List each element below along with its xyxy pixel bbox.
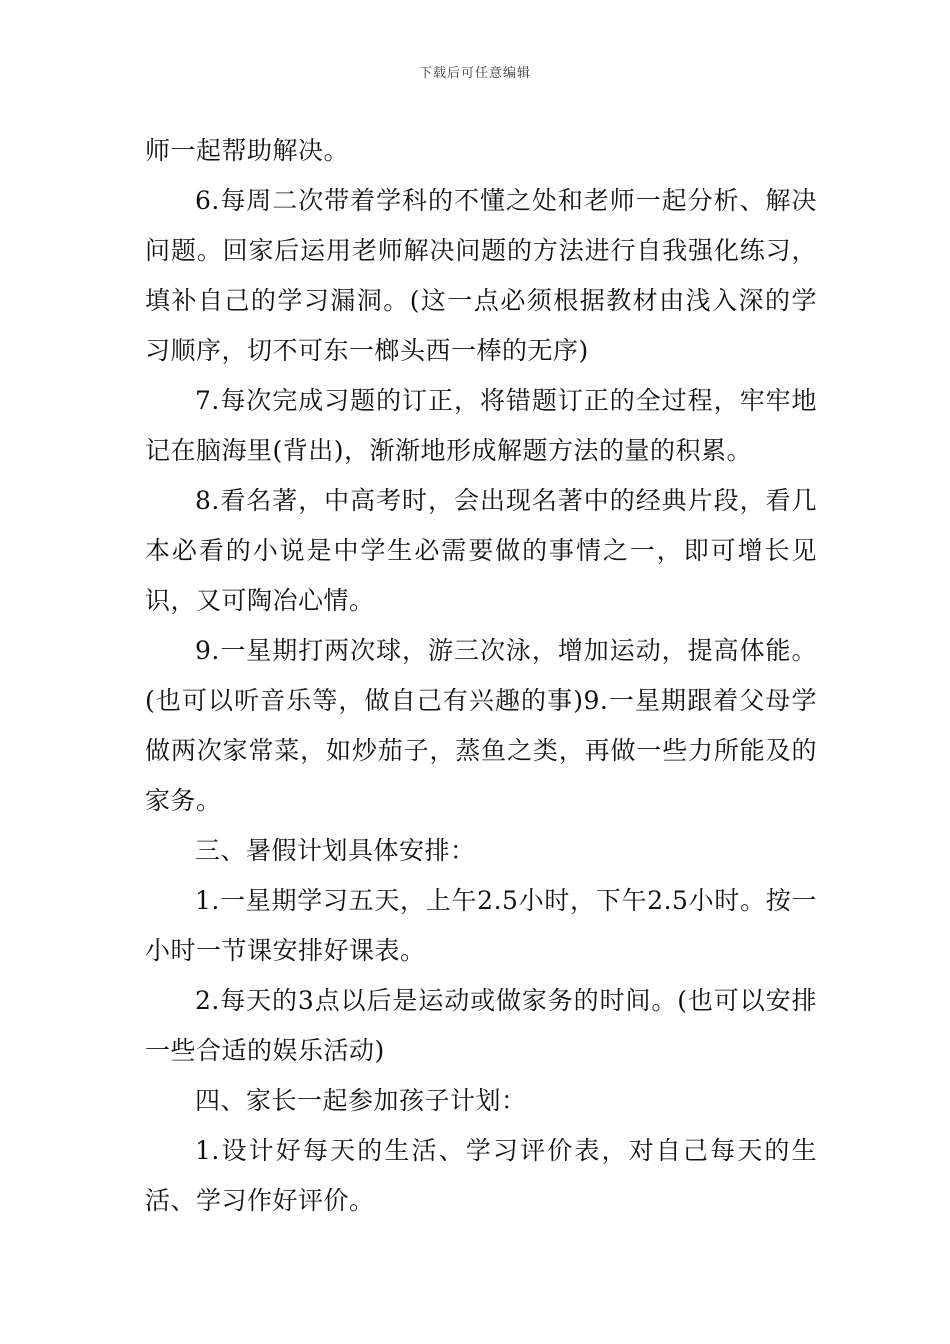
page-header: 下载后可任意编辑 — [418, 66, 531, 81]
paragraph-item-6: 6.每周二次带着学科的不懂之处和老师一起分析、解决问题。回家后运用老师解决问题的方法进行自我强化练习，填补自己的学习漏洞。(这一点必须根据教材由浅入深的学习顺序，切不可东一榔头西一棒的无序) — [145, 186, 817, 365]
paragraph-item-8: 8.看名著，中高考时，会出现名著中的经典片段，看几本必看的小说是中学生必需要做的事情之一，即可增长见识，又可陶冶心情。 — [145, 486, 817, 615]
paragraph-section3-item-2: 2.每天的3点以后是运动或做家务的时间。(也可以安排一些合适的娱乐活动) — [145, 986, 817, 1065]
paragraph-continuation: 师一起帮助解决。 — [145, 136, 350, 165]
paragraph-item-9: 9.一星期打两次球，游三次泳，增加运动，提高体能。(也可以听音乐等，做自己有兴趣的事)9.一星期跟着父母学做两次家常菜，如炒茄子，蒸鱼之类，再做一些力所能及的家务。 — [145, 636, 817, 815]
section-heading-3: 三、暑假计划具体安排： — [195, 836, 476, 865]
paragraph-section3-item-1: 1.一星期学习五天，上午2.5小时，下午2.5小时。按一小时一节课安排好课表。 — [145, 886, 817, 965]
section-heading-4: 四、家长一起参加孩子计划： — [195, 1086, 527, 1115]
document-body — [145, 126, 817, 1226]
paragraph-item-7: 7.每次完成习题的订正，将错题订正的全过程，牢牢地记在脑海里(背出)，渐渐地形成解题方法的量的积累。 — [145, 386, 817, 465]
paragraph-section4-item-1: 1.设计好每天的生活、学习评价表，对自己每天的生活、学习作好评价。 — [145, 1136, 817, 1215]
